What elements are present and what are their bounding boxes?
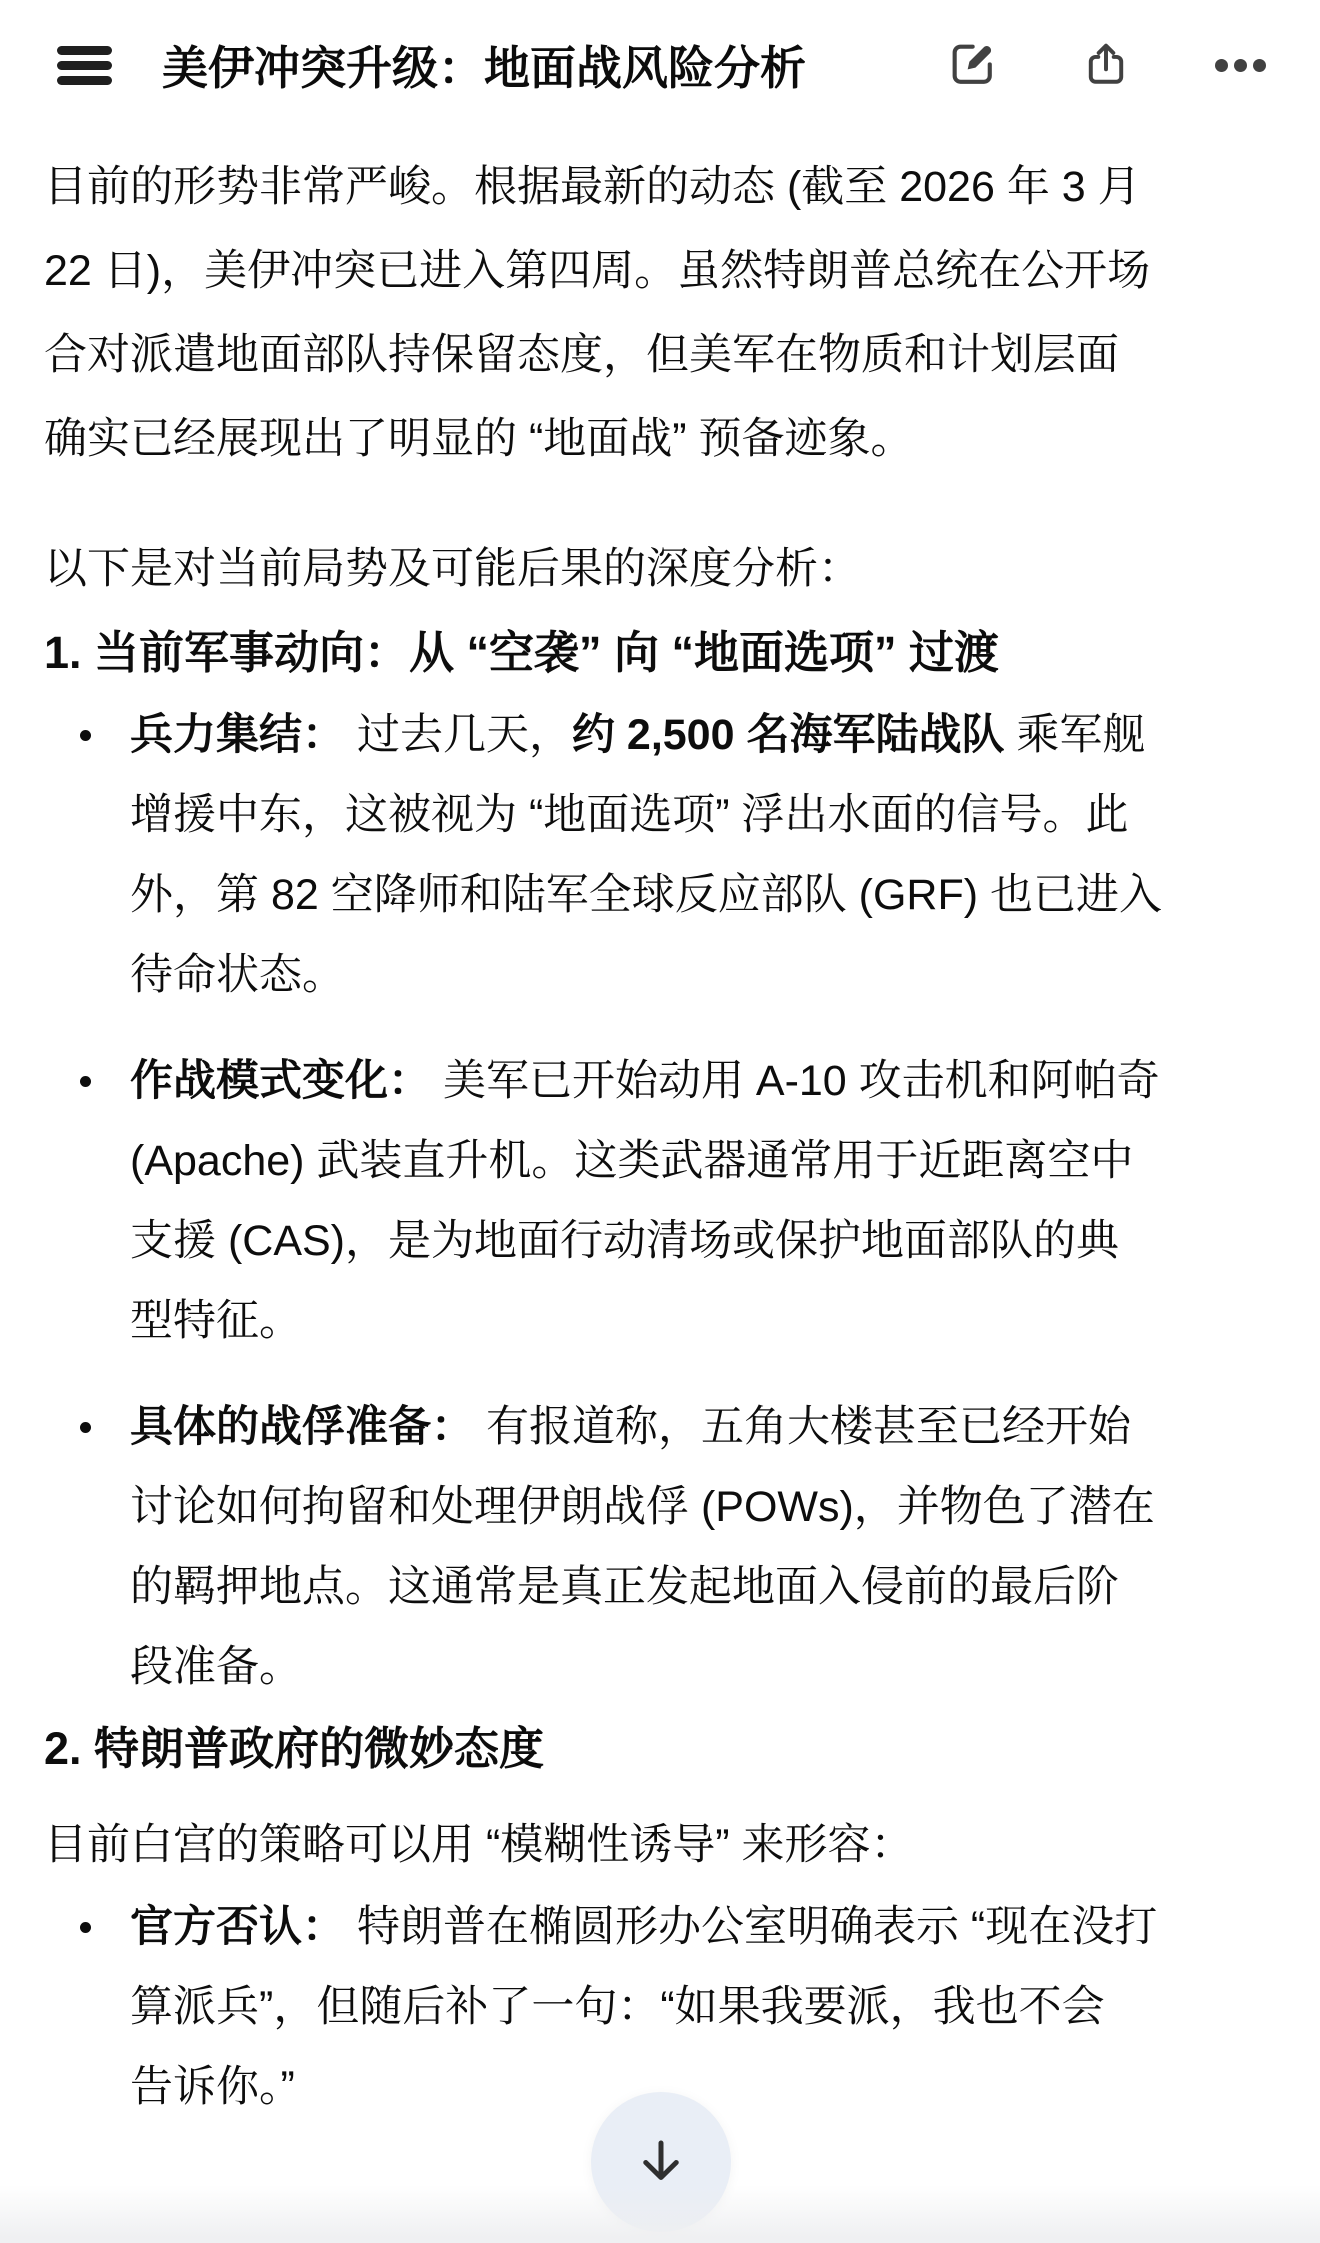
- conversation-content: [0, 145, 1320, 2127]
- bullet-list-1: [44, 695, 1276, 1707]
- list-item-troop-buildup: 兵力集结： 过去几天，约 2,500 名海军陆战队 乘军舰 增援中东，这被视为 “地面选项” 浮出水面的信号。此 外，第 82 空降师和陆军全球反应部队 (GRF) 也已进入 待命状态。: [44, 695, 1276, 1015]
- bullet-icon: [80, 1922, 91, 1933]
- paragraph-whitehouse: 目前白宫的策略可以用 “模糊性诱导” 来形容：: [44, 1821, 914, 1869]
- ellipsis-icon: [1215, 59, 1266, 72]
- paragraph-situation: 目前的形势非常严峻。根据最新的动态 (截至 2026 年 3 月 22 日)，美伊冲突已进入第四周。虽然特朗普总统在公开场 合对派遣地面部队持保留态度，但美军在物质和计划层面 确实已经展现出了明显的 “地面战” 预备迹象。: [44, 163, 1151, 463]
- share-button[interactable]: [1080, 37, 1132, 93]
- compose-button[interactable]: [946, 37, 998, 93]
- menu-button[interactable]: [44, 30, 114, 100]
- section-heading-2: 2. 特朗普政府的微妙态度: [44, 1723, 545, 1774]
- top-bar: [0, 0, 1320, 120]
- share-icon: [1081, 38, 1131, 93]
- bullet-icon: [80, 730, 91, 741]
- bullet-icon: [80, 1076, 91, 1087]
- page-title: 美伊冲突升级：地面战风险分析: [162, 42, 806, 94]
- list-item-operation-mode: 作战模式变化： 美军已开始动用 A-10 攻击机和阿帕奇 (Apache) 武装直升机。这类武器通常用于近距离空中 支援 (CAS)，是为地面行动清场或保护地面部队的典 型特征。: [44, 1041, 1276, 1361]
- list-item-official-denial: 官方否认： 特朗普在椭圆形办公室明确表示 “现在没打 算派兵”，但随后补了一句：“如果我要派，我也不会 告诉你。”: [44, 1887, 1276, 2127]
- compose-icon: [946, 38, 998, 93]
- scroll-to-bottom-button[interactable]: [591, 2092, 731, 2232]
- paragraph-intro: 以下是对当前局势及可能后果的深度分析：: [44, 545, 861, 593]
- bullet-icon: [80, 1422, 91, 1433]
- hamburger-icon: [57, 46, 112, 55]
- section-heading-1: 1. 当前军事动向：从 “空袭” 向 “地面选项” 过渡: [44, 627, 1000, 678]
- list-item-pow-preparation: 具体的战俘准备： 有报道称，五角大楼甚至已经开始 讨论如何拘留和处理伊朗战俘 (POWs)，并物色了潜在 的羁押地点。这通常是真正发起地面入侵前的最后阶 段准备。: [44, 1387, 1276, 1707]
- header-actions: [946, 37, 1266, 93]
- more-button[interactable]: [1214, 37, 1266, 93]
- arrow-down-icon: [631, 2131, 691, 2194]
- bullet-list-2: [44, 1887, 1276, 2127]
